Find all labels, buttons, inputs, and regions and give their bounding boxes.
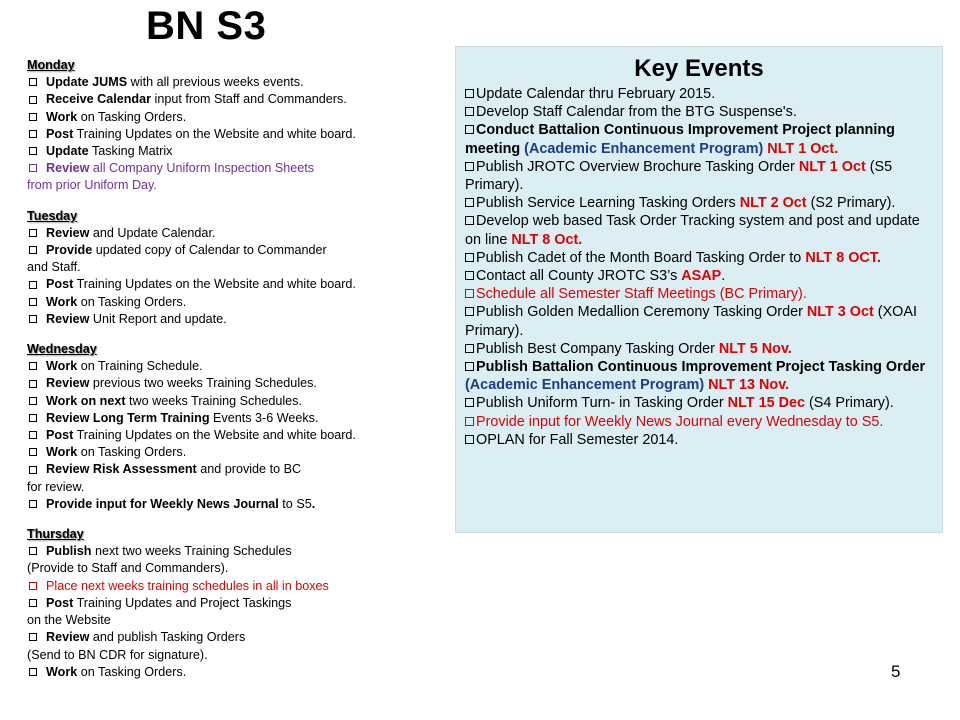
key-events-title: Key Events [634, 55, 764, 82]
checkbox-bullet-icon [29, 582, 37, 590]
checkbox-bullet-icon [29, 130, 37, 138]
list-item-continuation: from prior Uniform Day. [27, 178, 157, 193]
list-item: Receive Calendar input from Staff and Commanders. [27, 91, 447, 108]
key-events-panel [455, 46, 943, 533]
list-item: Post Training Updates on the Website and white board. [27, 126, 447, 143]
list-item: Review and Update Calendar. [27, 225, 447, 242]
checkbox-bullet-icon [29, 633, 37, 641]
checkbox-bullet-icon [29, 500, 37, 508]
checkbox-bullet-icon [29, 397, 37, 405]
key-event-item: Publish JROTC Overview Brochure Tasking Order NLT 1 Oct (S5 Primary). [465, 158, 893, 194]
checkbox-bullet-icon [465, 125, 474, 134]
list-item: Review Long Term Training Events 3-6 Weeks. [27, 410, 447, 427]
checkbox-bullet-icon [29, 362, 37, 370]
list-item: Post Training Updates on the Website and white board. [27, 427, 447, 444]
list-item: Review previous two weeks Training Schedules. [27, 375, 447, 392]
checkbox-bullet-icon [465, 107, 474, 116]
checkbox-bullet-icon [29, 414, 37, 422]
checkbox-bullet-icon [29, 315, 37, 323]
list-item: Provide updated copy of Calendar to Commander [27, 242, 447, 259]
list-item: Provide input for Weekly News Journal to S5. [27, 496, 447, 513]
page-number: 5 [891, 662, 901, 681]
key-event-item: Publish Best Company Tasking Order NLT 5 Nov. [465, 340, 933, 358]
checkbox-bullet-icon [29, 298, 37, 306]
list-item: Work on Tasking Orders. [27, 664, 447, 681]
checkbox-bullet-icon [465, 398, 474, 407]
checkbox-bullet-icon [29, 96, 37, 104]
list-item: Review all Company Uniform Inspection Sheets [27, 160, 447, 177]
checkbox-bullet-icon [29, 78, 37, 86]
checkbox-bullet-icon [29, 380, 37, 388]
key-event-item: Update Calendar thru February 2015. [465, 85, 933, 103]
key-event-item: Conduct Battalion Continuous Improvement Project planning meeting (Academic Enhancement Program) NLT 1 Oct. [465, 122, 895, 157]
key-event-item: Develop Staff Calendar from the BTG Suspense's. [465, 103, 933, 121]
list-item: Work on Tasking Orders. [27, 109, 447, 126]
wednesday-heading: Wednesday [27, 342, 97, 357]
checkbox-bullet-icon [29, 448, 37, 456]
monday-heading: Monday [27, 58, 75, 72]
list-item-continuation: (Send to BN CDR for signature). [27, 647, 208, 662]
thursday-heading: Thursday [27, 527, 84, 542]
checkbox-bullet-icon [29, 281, 37, 289]
checkbox-bullet-icon [465, 344, 474, 353]
page-title: BN S3 [146, 4, 267, 48]
list-item: Publish next two weeks Training Schedules [27, 543, 447, 560]
key-event-item: Publish Service Learning Tasking Orders NLT 2 Oct (S2 Primary). [465, 194, 933, 212]
list-item: Work on next two weeks Training Schedules. [27, 393, 447, 410]
list-item: Place next weeks training schedules in all in boxes [27, 578, 447, 595]
key-event-item: Schedule all Semester Staff Meetings (BC Primary). [465, 285, 933, 303]
checkbox-bullet-icon [29, 547, 37, 555]
checkbox-bullet-icon [29, 246, 37, 254]
list-item: Post Training Updates on the Website and white board. [27, 276, 447, 293]
key-event-item: Publish Uniform Turn- in Tasking Order NLT 15 Dec (S4 Primary). [465, 394, 933, 412]
checkbox-bullet-icon [465, 362, 474, 371]
checkbox-bullet-icon [29, 164, 37, 172]
list-item-continuation: (Provide to Staff and Commanders). [27, 561, 229, 576]
checkbox-bullet-icon [465, 307, 474, 316]
checkbox-bullet-icon [465, 198, 474, 207]
checkbox-bullet-icon [29, 431, 37, 439]
key-event-item: Publish Golden Medallion Ceremony Tasking Order NLT 3 Oct (XOAI Primary). [465, 304, 917, 339]
list-item: Post Training Updates and Project Taskings [27, 595, 447, 612]
checkbox-bullet-icon [29, 113, 37, 121]
list-item: Update JUMS with all previous weeks events. [27, 74, 447, 91]
list-item: Work on Tasking Orders. [27, 444, 447, 461]
list-item: Update Tasking Matrix [27, 143, 447, 160]
list-item: Work on Tasking Orders. [27, 294, 447, 311]
tuesday-heading: Tuesday [27, 208, 78, 223]
list-item: Review Risk Assessment and provide to BC [27, 461, 447, 478]
list-item-continuation: for review. [27, 479, 85, 494]
checkbox-bullet-icon [29, 466, 37, 474]
checkbox-bullet-icon [29, 599, 37, 607]
list-item: Review and publish Tasking Orders [27, 629, 447, 646]
weekly-schedule [27, 57, 447, 681]
key-event-item: Develop web based Task Order Tracking system and post and update on line NLT 8 Oct. [465, 213, 920, 248]
list-item: Review Unit Report and update. [27, 311, 447, 328]
key-event-item: Contact all County JROTC S3’s ASAP. [465, 267, 933, 285]
list-item-continuation: and Staff. [27, 260, 81, 275]
checkbox-bullet-icon [465, 289, 474, 298]
checkbox-bullet-icon [29, 229, 37, 237]
checkbox-bullet-icon [465, 89, 474, 98]
checkbox-bullet-icon [29, 668, 37, 676]
checkbox-bullet-icon [465, 435, 474, 444]
checkbox-bullet-icon [465, 216, 474, 225]
checkbox-bullet-icon [465, 162, 474, 171]
key-event-item: OPLAN for Fall Semester 2014. [465, 431, 933, 449]
checkbox-bullet-icon [29, 147, 37, 155]
list-item-continuation: on the Website [27, 613, 111, 628]
key-event-item: Provide input for Weekly News Journal every Wednesday to S5. [465, 413, 933, 431]
checkbox-bullet-icon [465, 253, 474, 262]
checkbox-bullet-icon [465, 417, 474, 426]
key-event-item: Publish Cadet of the Month Board Tasking Order to NLT 8 OCT. [465, 249, 933, 267]
checkbox-bullet-icon [465, 271, 474, 280]
list-item: Work on Training Schedule. [27, 358, 447, 375]
key-event-item: Publish Battalion Continuous Improvement Project Tasking Order (Academic Enhancement Program) NLT 13 Nov. [465, 359, 926, 394]
